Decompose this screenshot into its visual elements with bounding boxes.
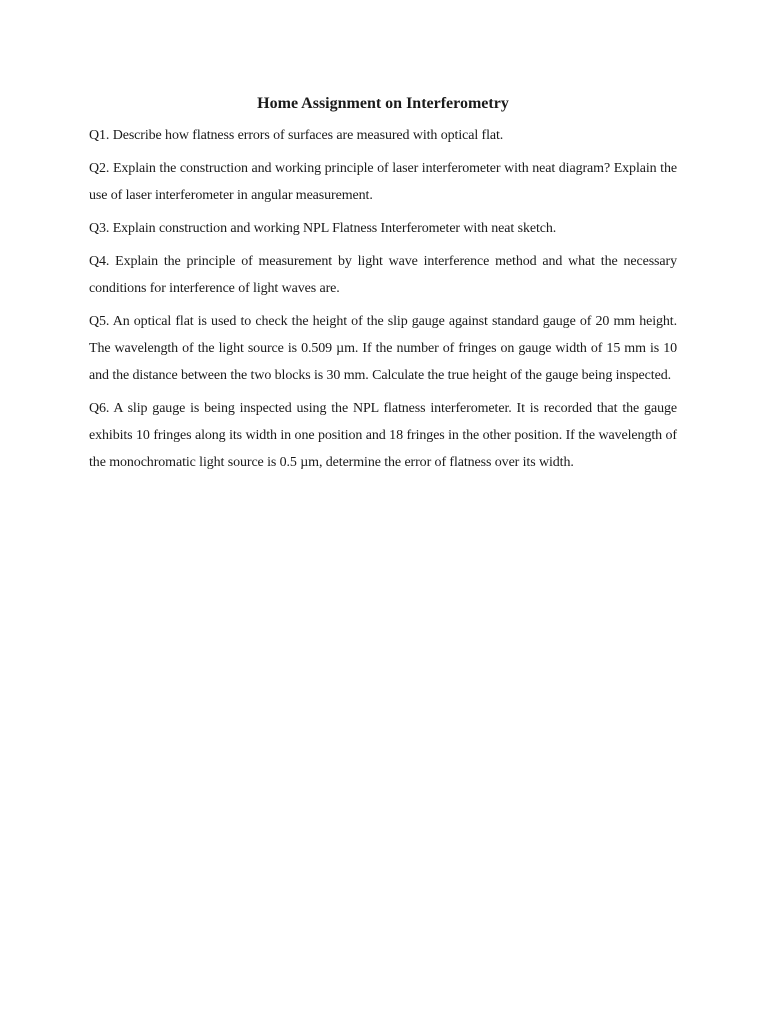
- question-6: Q6. A slip gauge is being inspected using the NPL flatness interferometer. It is recorded that the gauge exhibits 10 fringes along its width in one position and 18 fringes in the other position. If the wavelength of the monochromatic light source is 0.5 µm, determine the error of flatness over its width.: [89, 401, 677, 470]
- question-4: Q4. Explain the principle of measurement by light wave interference method and what the necessary conditions for interference of light waves are.: [89, 254, 677, 296]
- question-5: Q5. An optical flat is used to check the height of the slip gauge against standard gauge of 20 mm height. The wavelength of the light source is 0.509 µm. If the number of fringes on gauge width of 15 mm is 10 and the distance between the two blocks is 30 mm. Calculate the true height of the gauge being inspected.: [89, 314, 677, 383]
- question-1: Q1. Describe how flatness errors of surfaces are measured with optical flat.: [89, 128, 504, 143]
- question-3: Q3. Explain construction and working NPL Flatness Interferometer with neat sketch.: [89, 221, 557, 236]
- page-title: Home Assignment on Interferometry: [257, 95, 509, 112]
- question-2: Q2. Explain the construction and working principle of laser interferometer with neat diagram? Explain the use of laser interferometer in angular measurement.: [89, 161, 677, 203]
- document-body: [89, 92, 677, 482]
